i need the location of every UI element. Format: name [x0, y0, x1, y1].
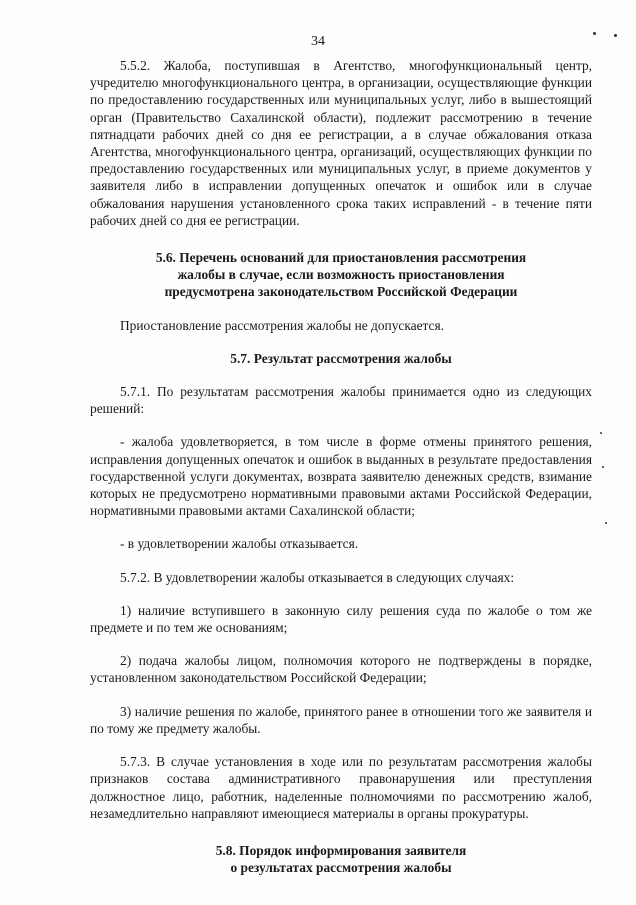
heading-5-7: 5.7. Результат рассмотрения жалобы	[230, 350, 452, 366]
paragraph-5-7-3: 5.7.3. В случае установления в ходе или по результатам рассмотрения жалобы признаков состава административного правонарушения или преступления должностное лицо, работник, наделенные полномочиями по рассмотрению жалоб, незамедлительно направляют имеющиеся материалы в органы прокуратуры.	[90, 754, 592, 821]
heading-5-6-line3: предусмотрена законодательством Российской Федерации	[164, 284, 518, 300]
paragraph-5-7-2: 5.7.2. В удовлетворении жалобы отказывается в следующих случаях:	[120, 569, 515, 585]
scan-speck	[614, 34, 617, 37]
scan-speck	[600, 432, 602, 434]
heading-5-6-line2: жалобы в случае, если возможность приостановления	[177, 267, 505, 283]
paragraph-5-7-1: 5.7.1. По результатам рассмотрения жалобы принимается одно из следующих решений:	[90, 384, 592, 417]
page-number: 34	[311, 34, 325, 49]
document-body	[90, 57, 592, 876]
scan-speck	[593, 32, 596, 35]
paragraph-5-7-2-item-3: 3) наличие решения по жалобе, принятого ранее в отношении того же заявителя и по тому же предмету жалобы.	[90, 703, 592, 736]
paragraph-5-7-2-item-1: 1) наличие вступившего в законную силу решения суда по жалобе о том же предмете и по тем же основаниям;	[90, 602, 592, 636]
paragraph-5-7-1-a: - жалоба удовлетворяется, в том числе в форме отмены принятого решения, исправления допущенных опечаток и ошибок в выданных в результате предоставления государственной услуги документах, возврата заявителю денежных средств, взимание которых не предусмотрено нормативными правовыми актами Российской Федерации, нормативными правовыми актами Сахалинской области;	[90, 434, 592, 519]
paragraph-5-6-text: Приостановление рассмотрения жалобы не допускается.	[120, 317, 445, 333]
heading-5-6-line1: 5.6. Перечень оснований для приостановления рассмотрения	[155, 250, 527, 266]
scan-speck	[602, 466, 604, 468]
paragraph-5-5-2: 5.5.2. Жалоба, поступившая в Агентство, многофункциональный центр, учредителю многофункционального центра, в организации, осуществляющие функции по предоставлению государственных или муниципальных услуг, либо в вышестоящий орган (Правительство Сахалинской области), подлежит рассмотрению в течение пятнадцати рабочих дней со дня ее регистрации, а в случае обжалования отказа Агентства, многофункционального центра, организаций, осуществляющих функции по предоставлению государственных или муниципальных услуг, в приеме документов у заявителя либо в исправлении допущенных опечаток и ошибок или в случае обжалования нарушения установленного срока таких исправлений - в течение пяти рабочих дней со дня ее регистрации.	[90, 58, 592, 228]
heading-5-8-line1: 5.8. Порядок информирования заявителя	[215, 842, 467, 858]
paragraph-5-7-1-b: - в удовлетворении жалобы отказывается.	[120, 536, 359, 552]
scan-speck	[605, 522, 607, 524]
heading-5-8-line2: о результатах рассмотрения жалобы	[230, 860, 452, 876]
paragraph-5-7-2-item-2: 2) подача жалобы лицом, полномочия которого не подтверждены в порядке, установленном законодательством Российской Федерации;	[90, 653, 592, 686]
